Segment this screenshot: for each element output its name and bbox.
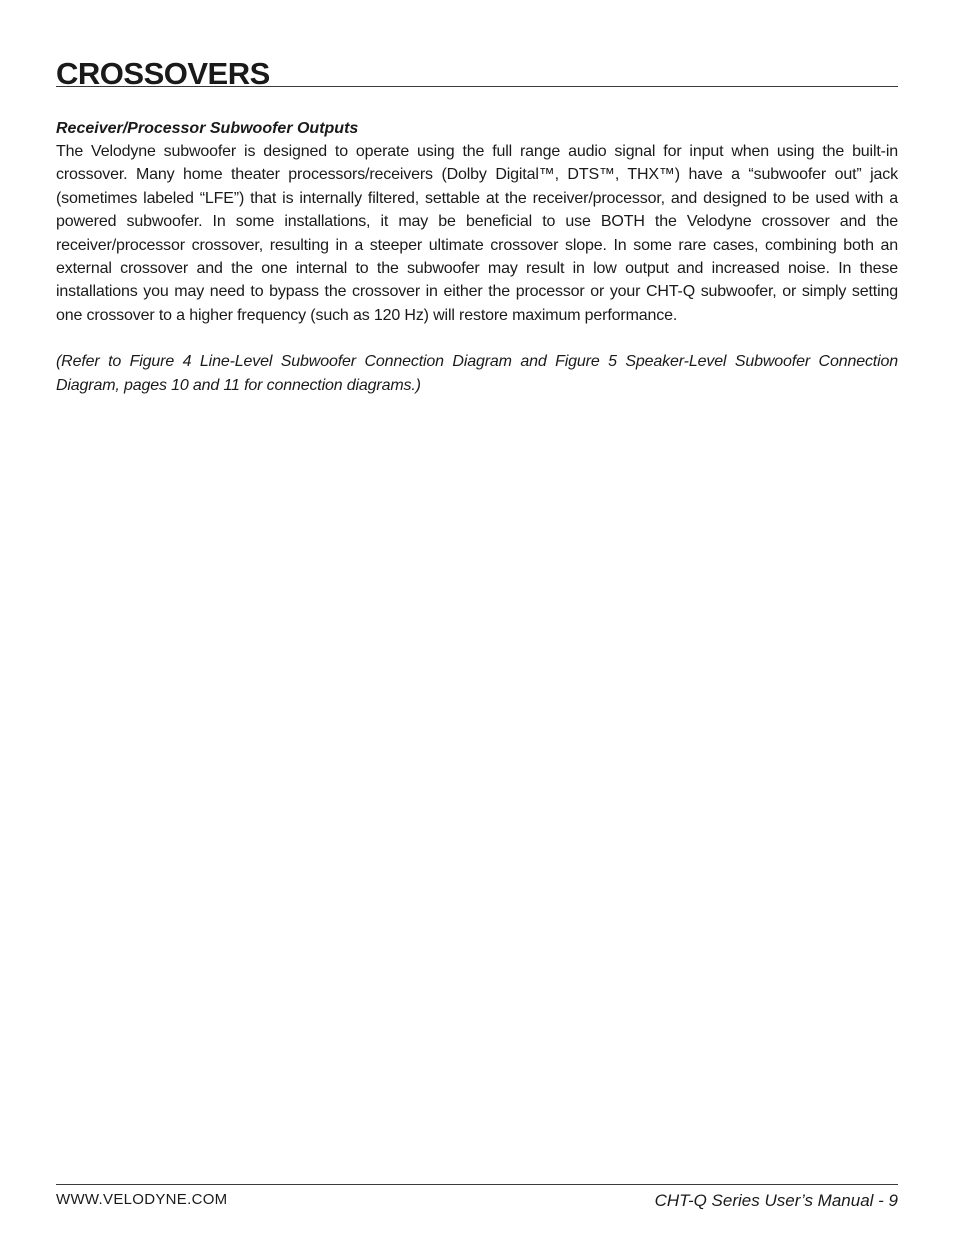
page-title: CROSSOVERS	[56, 56, 270, 91]
section-heading: Receiver/Processor Subwoofer Outputs	[56, 120, 359, 137]
footer-website: WWW.VELODYNE.COM	[56, 1191, 228, 1208]
main-content	[56, 117, 898, 397]
footer-divider	[56, 1184, 898, 1185]
body-paragraph: The Velodyne subwoofer is designed to operate using the full range audio signal for input when using the built-in crossover. Many home theater processors/receivers (Dolby Digital™, DTS™, THX™) have a “subwoofer out” jack (sometimes labeled “LFE”) that is internally filtered, settable at the receiver/processor, and designed to be used with a powered subwoofer. In some installations, it may be beneficial to use BOTH the Velodyne crossover and the receiver/processor crossover, resulting in a steeper ultimate crossover slope. In some rare cases, combining both an external crossover and the one internal to the subwoofer may result in low output and increased noise. In these installations you may need to bypass the crossover in either the processor or your CHT-Q subwoofer, or simply setting one crossover to a higher frequency (such as 120 Hz) will restore maximum performance.	[56, 143, 898, 324]
footer-page-number: CHT-Q Series User’s Manual - 9	[654, 1191, 898, 1210]
figure-reference-note: (Refer to Figure 4 Line-Level Subwoofer Connection Diagram and Figure 5 Speaker-Level Subwoofer Connection Diagram, pages 10 and 11 for connection diagrams.)	[56, 353, 898, 394]
title-divider	[56, 86, 898, 87]
